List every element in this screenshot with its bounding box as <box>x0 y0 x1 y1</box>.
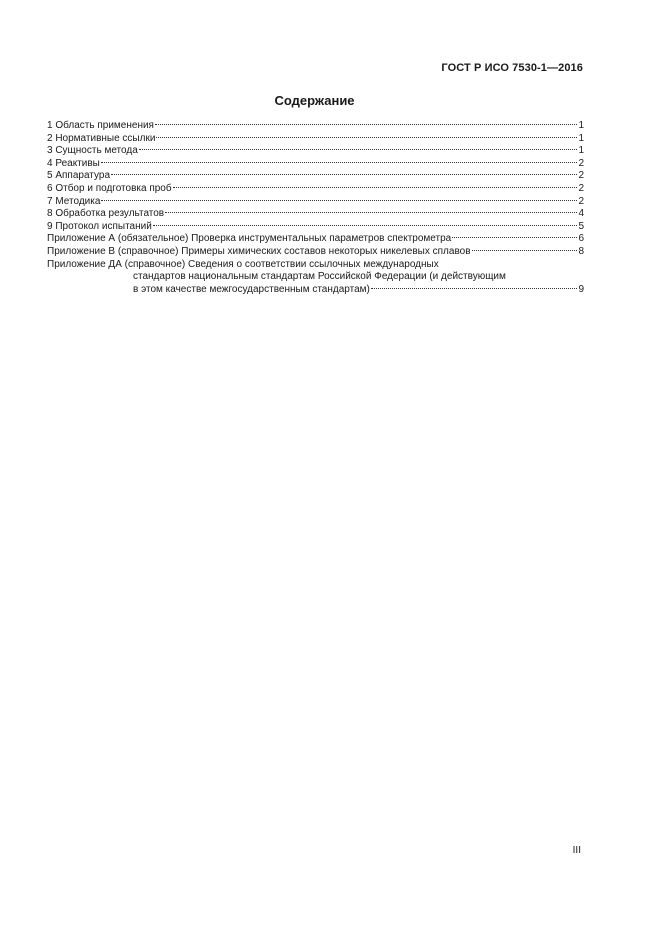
toc-entry-last-line <box>47 284 584 297</box>
toc-entry-page: 4 <box>578 208 584 220</box>
toc-entry-label: 5 Аппаратура <box>47 170 111 182</box>
toc-entry-label: 6 Отбор и подготовка проб <box>47 182 172 194</box>
dot-leader <box>156 136 577 138</box>
dot-leader <box>101 199 577 201</box>
toc-entry[interactable] <box>47 145 584 158</box>
toc-entry-page: 2 <box>578 182 584 194</box>
toc-entry-label: 9 Протокол испытаний <box>47 220 152 232</box>
toc-entry-label: 3 Сущность метода <box>47 145 138 157</box>
toc-entry-page: 5 <box>578 220 584 232</box>
toc-entry-page: 6 <box>578 233 584 245</box>
toc-entry[interactable] <box>47 208 584 221</box>
dot-leader <box>371 287 577 289</box>
toc-entry-page: 8 <box>578 245 584 257</box>
toc-entry-label-line1: Приложение ДА (справочное) Сведения о соответствии ссылочных международных <box>47 258 439 270</box>
dot-leader <box>155 123 577 125</box>
toc-entry-page: 1 <box>578 145 584 157</box>
document-code: ГОСТ Р ИСО 7530-1—2016 <box>441 62 583 74</box>
toc-entry-page: 1 <box>578 120 584 131</box>
table-of-contents <box>47 120 584 296</box>
dot-leader <box>452 236 577 238</box>
toc-entry[interactable] <box>47 120 584 133</box>
toc-entry-page: 2 <box>578 195 584 207</box>
dot-leader <box>165 211 577 213</box>
dot-leader <box>139 148 577 150</box>
toc-entry-label: 8 Обработка результатов <box>47 208 165 220</box>
toc-entry-label: 7 Методика <box>47 195 101 207</box>
toc-entry-label-line3: в этом качестве межгосударственным стандартам) <box>133 283 370 295</box>
dot-leader <box>173 186 577 188</box>
toc-entry[interactable] <box>47 158 584 171</box>
toc-entry[interactable] <box>47 133 584 146</box>
toc-entry-label: 1 Область применения <box>47 120 154 131</box>
toc-entry-label: Приложение А (обязательное) Проверка инструментальных параметров спектрометра <box>47 233 452 245</box>
toc-entry-page: 9 <box>578 283 584 295</box>
dot-leader <box>472 249 577 251</box>
toc-title: Содержание <box>274 93 355 108</box>
toc-entry-label: 2 Нормативные ссылки <box>47 132 156 144</box>
dot-leader <box>111 173 577 175</box>
toc-entry-annex-a[interactable] <box>47 233 584 246</box>
dot-leader <box>153 224 577 226</box>
toc-entry[interactable] <box>47 183 584 196</box>
toc-entry-page: 2 <box>578 157 584 169</box>
toc-entry[interactable] <box>47 196 584 209</box>
page-number: III <box>572 845 581 856</box>
toc-entry-page: 1 <box>578 132 584 144</box>
toc-entry-label: 4 Реактивы <box>47 157 100 169</box>
toc-entry-label-line2: стандартов национальным стандартам Российской Федерации (и действующим <box>133 271 506 283</box>
toc-entry-label: Приложение В (справочное) Примеры химических составов некоторых никелевых сплавов <box>47 245 471 257</box>
toc-entry[interactable] <box>47 221 584 234</box>
toc-entry-page: 2 <box>578 170 584 182</box>
toc-entry-annex-b[interactable] <box>47 246 584 259</box>
toc-entry[interactable] <box>47 170 584 183</box>
toc-entry-annex-da[interactable] <box>47 259 584 297</box>
dot-leader <box>101 161 577 163</box>
